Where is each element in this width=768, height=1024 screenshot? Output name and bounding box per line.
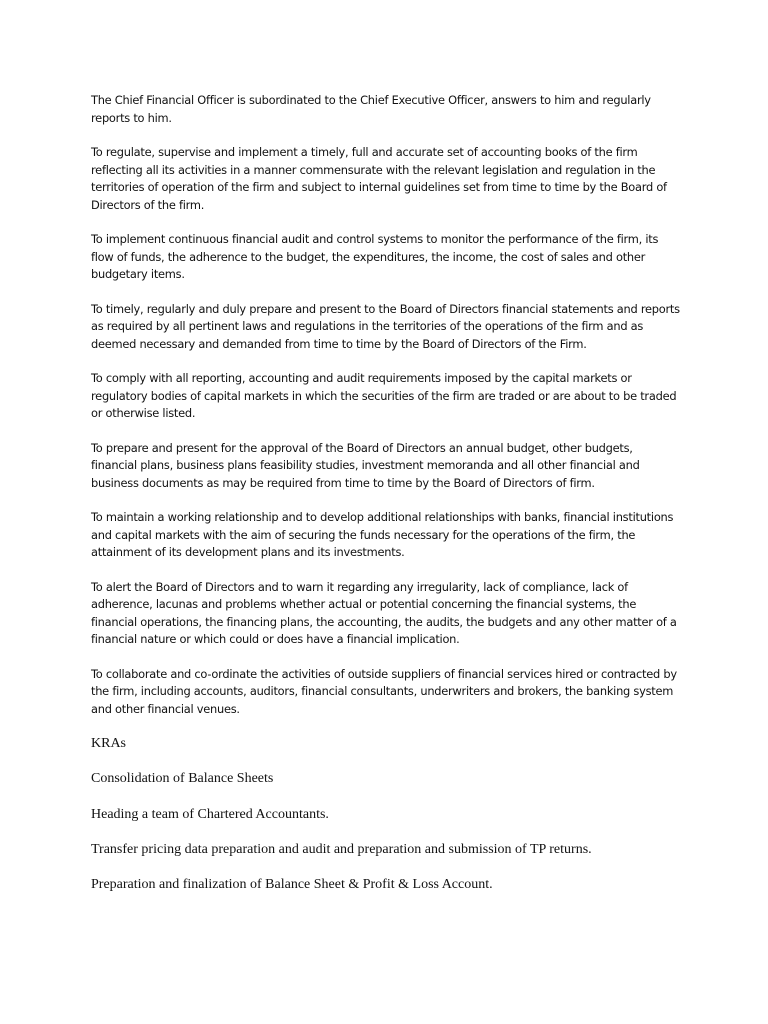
paragraph-audit-control: To implement continuous financial audit and control systems to monitor the performance of the firm, its flow of funds, the adherence to the budget, the expenditures, the income, the cost of sales and other budgetary items. bbox=[91, 232, 659, 281]
paragraph-compliance: To comply with all reporting, accounting and audit requirements imposed by the capital markets or regulatory bodies of capital markets in which the securities of the firm are traded or are about to be traded or otherwise listed. bbox=[91, 371, 677, 420]
paragraph-suppliers: To collaborate and co-ordinate the activities of outside suppliers of financial services hired or contracted by the firm, including accounts, auditors, financial consultants, underwriters and brokers, the banking system and other financial venues. bbox=[91, 666, 677, 716]
kra-item: Heading a team of Chartered Accountants. bbox=[91, 806, 329, 822]
paragraph-bank-relationships: To maintain a working relationship and to develop additional relationships with banks, financial institutions and capital markets with the aim of securing the funds necessary for the operations of the firm, the attainment of its development plans and its investments. bbox=[91, 510, 674, 559]
paragraph-alert-board: To alert the Board of Directors and to warn it regarding any irregularity, lack of compliance, lack of adherence, lacunas and problems whether actual or potential concerning the financial systems, the financial operations, the financing plans, the accounting, the audits, the budgets and any other matter of a financial nature or which could or does have a financial implication. bbox=[91, 579, 677, 646]
responsibilities-section bbox=[91, 92, 681, 735]
paragraph-accounting-books: To regulate, supervise and implement a timely, full and accurate set of accounting books of the firm reflecting all its activities in a manner commensurate with the relevant legislation and regulation in the territories of operation of the firm and subject to internal guidelines set from time to time by the Board of Directors of the firm. bbox=[91, 145, 667, 212]
paragraph-financial-statements: To timely, regularly and duly prepare and present to the Board of Directors financial statements and reports as required by all pertinent laws and regulations in the territories of the operations of the firm and as deemed necessary and demanded from time to time by the Board of Directors of the Firm. bbox=[91, 301, 680, 351]
paragraph-budgets: To prepare and present for the approval of the Board of Directors an annual budget, other budgets, financial plans, business plans feasibility studies, investment memoranda and all other financial and business documents as may be required from time to time by the Board of Directors of firm. bbox=[91, 440, 640, 490]
kras-section bbox=[91, 735, 691, 911]
kra-item: Preparation and finalization of Balance Sheet & Profit & Loss Account. bbox=[91, 877, 493, 893]
kra-item: Transfer pricing data preparation and audit and preparation and submission of TP returns. bbox=[91, 841, 592, 857]
paragraph-reporting-line: The Chief Financial Officer is subordinated to the Chief Executive Officer, answers to him and regularly reports to him. bbox=[91, 93, 651, 125]
kras-heading: KRAs bbox=[91, 736, 127, 751]
kra-item: Consolidation of Balance Sheets bbox=[91, 771, 274, 787]
